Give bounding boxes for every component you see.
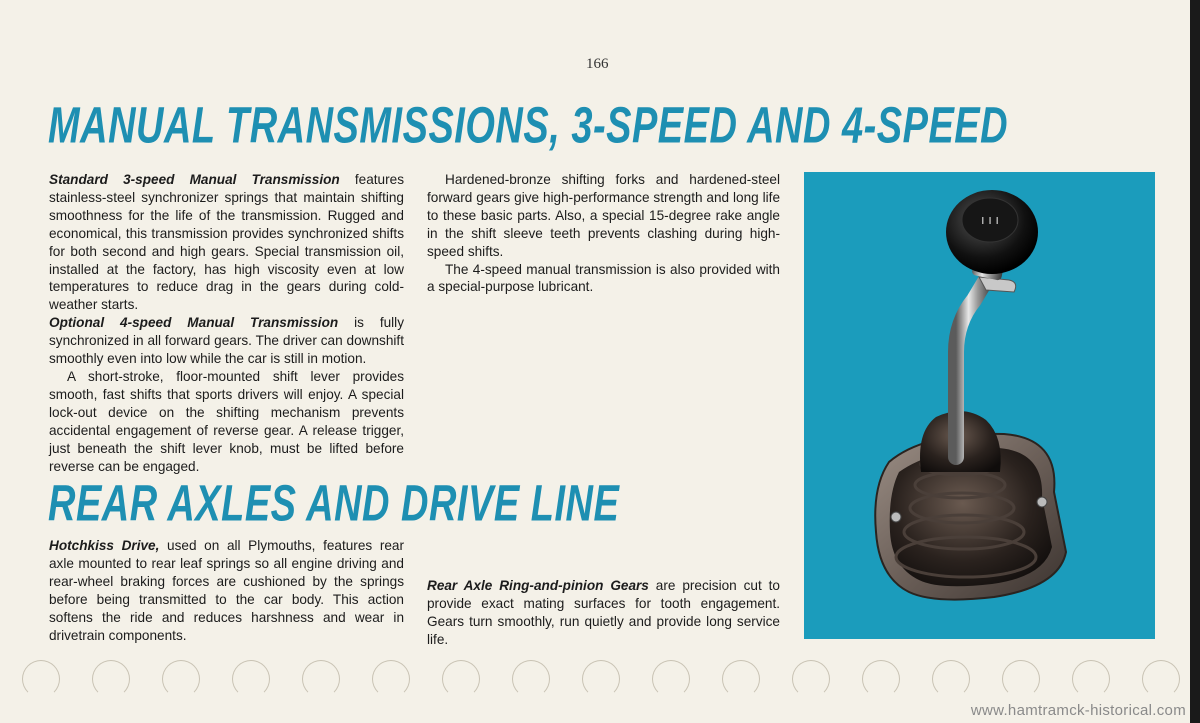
lead-4-speed: Optional 4-speed Manual Transmission [49, 315, 339, 331]
column-gap [427, 557, 780, 577]
binder-hole [302, 660, 340, 698]
binder-hole [1072, 660, 1110, 698]
paragraph-hotchkiss [49, 537, 404, 644]
binder-hole [92, 660, 130, 698]
binder-hole [722, 660, 760, 698]
body-ring-pinion: are precision cut to provide exact mating surfaces for tooth engagement. Gears turn smoothly, run quietly and provide long service life. [427, 578, 780, 647]
binder-hole [792, 660, 830, 698]
shifter-illustration [804, 172, 1155, 639]
body-3-speed: features stainless-steel synchronizer springs that maintain shifting smoothness for the life of the transmission. Rugged and economical, this transmission provides synchronized shifts for both second and high gears. Special transmission oil, installed at the factory, has high viscosity even at low temperatures to reduce drag in the gears during cold-weather starts. [49, 172, 404, 313]
binder-hole [372, 660, 410, 698]
text-column-2 [427, 171, 780, 296]
body-hotchkiss: used on all Plymouths, features rear axle mounted to rear leaf springs so all engine driving and rear-wheel braking forces are cushioned by the springs before being transmitted to the car body. This action softens the ride and reduces harshness and wear in drivetrain components. [49, 538, 405, 643]
section-heading-rear-axles: REAR AXLES AND DRIVE LINE [48, 476, 620, 533]
text-column-4 [427, 537, 780, 649]
paragraph-3-speed [49, 171, 404, 314]
paragraph-lubricant: The 4-speed manual transmission is also provided with a special-purpose lubricant. [427, 261, 780, 295]
text-column-1 [49, 171, 404, 475]
page-number: 166 [586, 56, 609, 72]
text-column-3 [49, 537, 404, 644]
shifter-photo [804, 172, 1155, 639]
paragraph-shift-lever: A short-stroke, floor-mounted shift lever provides smooth, fast shifts that sports drivers will enjoy. A special lock-out device on the shifting mechanism prevents accidental engagement of reverse gear. A release trigger, just beneath the shift lever knob, must be lifted before reverse can be engaged. [49, 368, 404, 474]
binder-hole [1002, 660, 1040, 698]
binder-hole [22, 660, 60, 698]
binder-hole [582, 660, 620, 698]
binder-hole [512, 660, 550, 698]
binder-hole [442, 660, 480, 698]
lead-ring-pinion: Rear Axle Ring-and-pinion Gears [427, 578, 649, 593]
watermark: www.hamtramck-historical.com [970, 702, 1186, 719]
body-4-speed: is fully synchronized in all forward gears. The driver can downshift smoothly even into low while the car is still in motion. [49, 315, 404, 367]
column-gap [427, 537, 780, 557]
binder-hole [232, 660, 270, 698]
binder-hole [1142, 660, 1180, 698]
svg-text:ı ı ı: ı ı ı [981, 213, 999, 227]
paragraph-shifting-forks: Hardened-bronze shifting forks and hardened-steel forward gears give high-performance strength and long life to these basic parts. Also, a special 15-degree rake angle in the shift sleeve teeth prevents clashing during high-speed shifts. [427, 172, 780, 259]
paragraph-4-speed [49, 314, 404, 368]
binder-hole [862, 660, 900, 698]
lead-3-speed: Standard 3-speed Manual Transmission [49, 172, 340, 187]
lead-hotchkiss: Hotchkiss Drive, [49, 538, 160, 553]
binder-hole [932, 660, 970, 698]
page-edge-shadow [1190, 0, 1200, 723]
binder-hole [162, 660, 200, 698]
binder-hole [652, 660, 690, 698]
section-heading-transmissions: MANUAL TRANSMISSIONS, 3-SPEED AND 4-SPEED [48, 98, 1009, 155]
paragraph-ring-pinion [427, 577, 780, 649]
